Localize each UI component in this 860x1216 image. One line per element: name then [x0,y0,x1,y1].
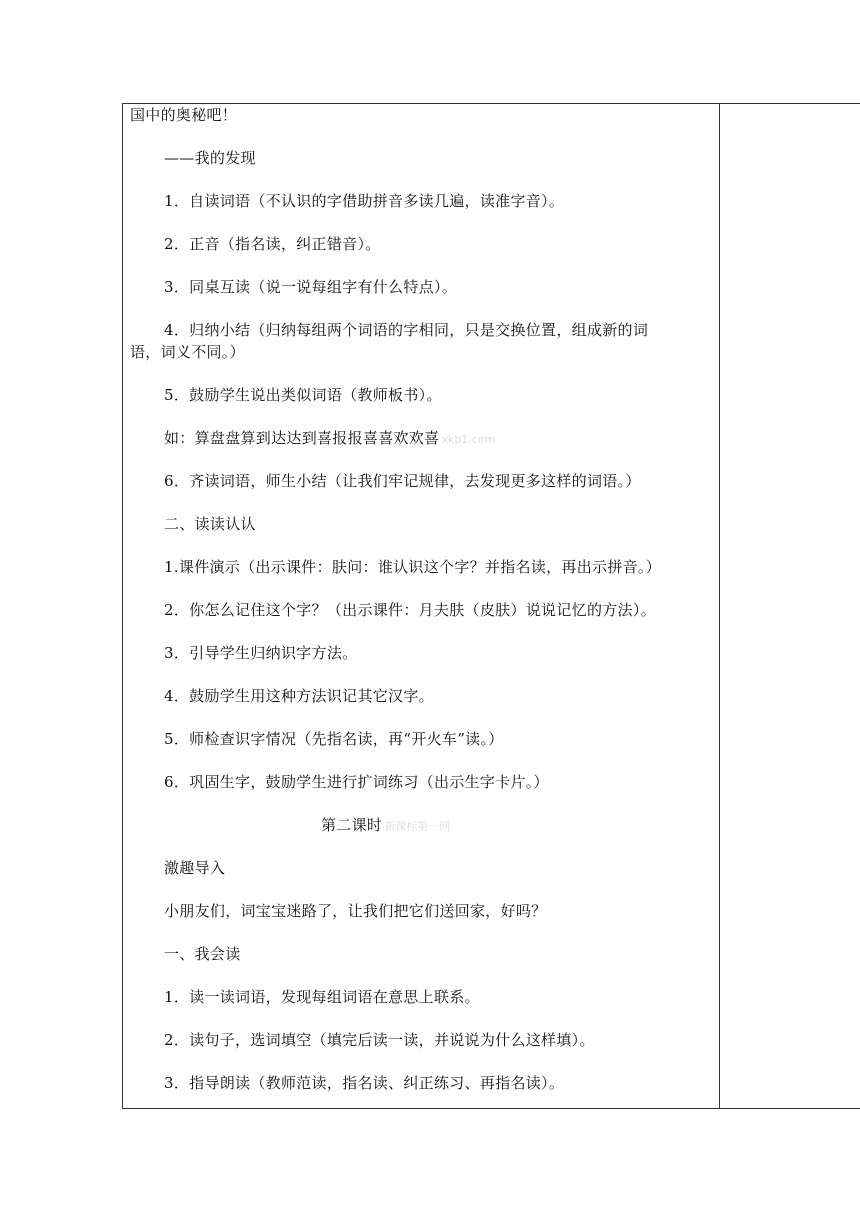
text-span: 5．鼓励学生说出类似词语（教师板书）。 [164,386,442,404]
table-column-divider [719,103,720,1109]
list-item [164,642,357,664]
list-item [164,771,549,793]
text-span: 3．同桌互读（说一说每组字有什么特点）。 [164,278,458,296]
list-item [164,276,457,298]
text-span: 3．引导学生归纳识字方法。 [164,644,358,662]
text-span: 1．读一读词语，发现每组词语在意思上联系。 [164,988,480,1006]
watermark-text: xkb1.com [441,433,496,446]
list-item [164,556,661,578]
text-span: 一、我会读 [164,945,241,963]
section-heading-i-can-read [164,943,241,965]
watermark-text: 新课标第一网 [384,820,451,833]
text-span: 2．正音（指名读，纠正错音）。 [164,235,381,253]
text-span: 小朋友们，词宝宝迷路了，让我们把它们送回家，好吗？ [164,902,547,920]
text-span: 第二课时 [321,816,383,834]
text-span: 2．你怎么记住这个字？（出示课件：月夫肤（皮肤）说说记忆的方法）。 [164,601,656,619]
list-item [164,599,656,621]
text-span: 激趣导入 [164,859,226,877]
text-span: 如：算盘盘算到达达到喜报报喜喜欢欢喜 [164,429,440,447]
text-span: ——我的发现 [164,149,256,167]
text-span: 5．师检查识字情况（先指名读，再“开火车”读。） [164,730,504,748]
text-span: 二、读读认认 [164,515,256,533]
text-span: 2．读句子，选词填空（填完后读一读，并说说为什么这样填）。 [164,1031,595,1049]
example-line [164,427,495,451]
list-item [164,1029,595,1051]
list-item [164,190,564,212]
text-span: 国中的奥秘吧！ [130,106,238,124]
text-line [130,104,237,126]
intro-paragraph [164,900,547,922]
section-heading-discovery [164,147,256,169]
text-span: 6．齐读词语，师生小结（让我们牢记规律，去发现更多这样的词语。） [164,472,641,490]
section-heading-read-recognize [164,513,256,535]
text-span: 1.课件演示（出示课件：肤问：谁认识这个字？并指名读，再出示拼音。） [164,558,662,576]
list-item [164,319,648,341]
text-span: 3．指导朗读（教师范读，指名读、纠正练习、再指名读）。 [164,1074,565,1092]
list-item [164,1072,564,1094]
list-item [164,470,641,492]
text-span: 4．归纳小结（归纳每组两个词语的字相同，只是交换位置，组成新的词 [164,321,649,339]
section-heading-intro [164,857,225,879]
list-item-continuation [130,341,245,363]
list-item [164,986,480,1008]
text-span: 语，词义不同。） [130,343,245,361]
list-item [164,384,442,406]
text-span: 4．鼓励学生用这种方法识记其它汉字。 [164,687,434,705]
list-item [164,685,434,707]
lesson-title-second-period [321,814,450,838]
text-span: 1．自读词语（不认识的字借助拼音多读几遍，读准字音）。 [164,192,565,210]
list-item [164,233,381,255]
list-item [164,728,504,750]
text-span: 6．巩固生字，鼓励学生进行扩词练习（出示生字卡片。） [164,773,549,791]
